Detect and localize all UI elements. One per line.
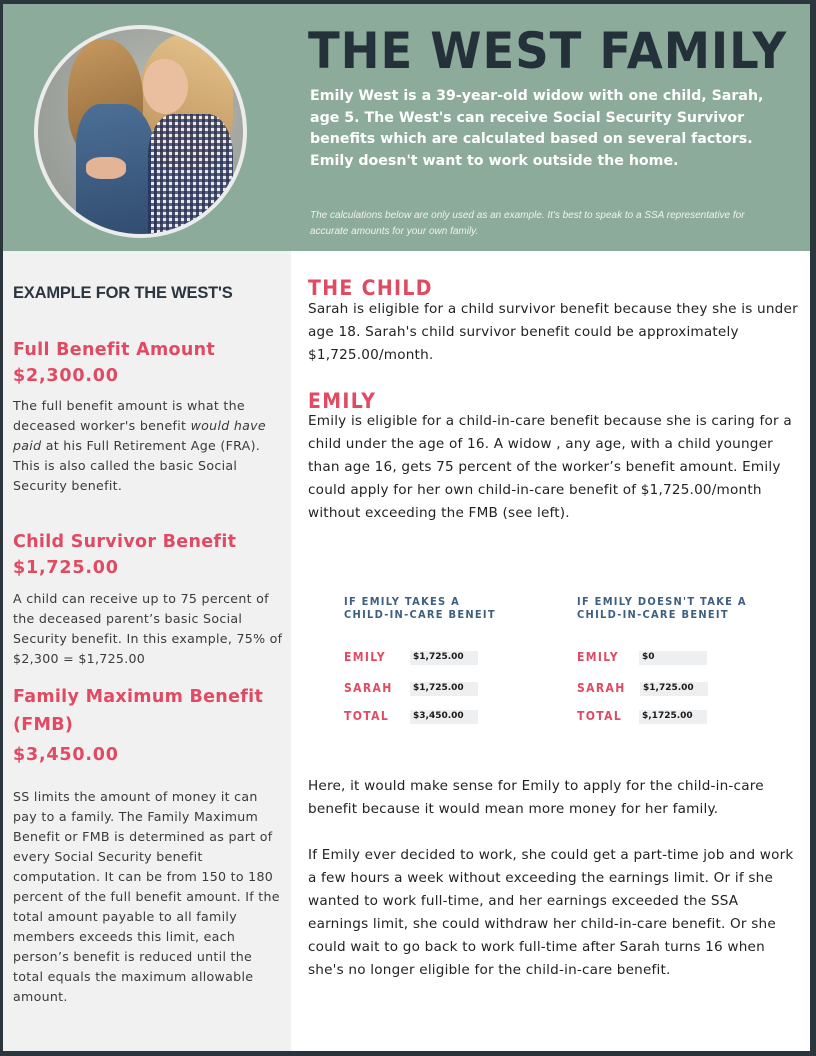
comparison-takes-benefit bbox=[344, 595, 544, 723]
row-label: TOTAL bbox=[344, 709, 390, 723]
child-survivor-amount: $1,725.00 bbox=[13, 558, 119, 578]
comparison-row bbox=[577, 709, 777, 727]
family-photo bbox=[34, 25, 247, 238]
row-value: $,1725.00 bbox=[639, 710, 707, 724]
child-survivor-description: A child can receive up to 75 percent of the deceased parent’s basic Social Security benefit. In this example, 75% of $2,300 = $1,725.00 bbox=[13, 591, 283, 666]
disclaimer-text: The calculations below are only used as an example. It's best to speak to a SSA representative for accurate amounts for your own family. bbox=[310, 210, 745, 237]
comparison-row bbox=[577, 681, 777, 699]
row-value: $0 bbox=[639, 651, 707, 665]
family-max-title: Family Maximum Benefit (FMB) bbox=[13, 687, 264, 735]
row-value: $3,450.00 bbox=[410, 710, 478, 724]
row-label: EMILY bbox=[577, 650, 619, 664]
comparison-title: IF EMILY TAKES A bbox=[344, 595, 461, 608]
row-label: TOTAL bbox=[577, 709, 623, 723]
comparison-title: CHILD-IN-CARE BENEIT bbox=[344, 607, 496, 621]
emphasis-text: would have paid bbox=[13, 418, 266, 453]
child-survivor-title: Child Survivor Benefit bbox=[13, 532, 237, 552]
sidebar-heading: EXAMPLE FOR THE WEST'S bbox=[13, 284, 233, 302]
emily-section-title: EMILY bbox=[308, 389, 377, 413]
family-max-description: SS limits the amount of money it can pay to a family. The Family Maximum Benefit or FMB is determined as part of every Social Security benefit computation. It can be from 150 to 180 percent of the full benefit amount. If the total amount payable to all family members exceeds this limit, each person’s benefit is reduced until the total equals the maximum allowable amount. bbox=[13, 789, 280, 1004]
left-sidebar bbox=[3, 251, 291, 1051]
header-banner bbox=[3, 4, 810, 251]
child-section-body: Sarah is eligible for a child survivor benefit because they she is under age 18. Sarah's child survivor benefit could be approximately $1,725.00/month. bbox=[308, 301, 798, 363]
photo-detail bbox=[143, 59, 188, 114]
page-title: THE WEST FAMILY bbox=[308, 22, 788, 80]
row-label: SARAH bbox=[577, 681, 626, 695]
text-run: at his Full Retirement Age (FRA). This is also called the basic Social Security benefit. bbox=[13, 438, 261, 493]
intro-text: Emily West is a 39-year-old widow with one child, Sarah, age 5. The West's can receive Social Security Survivor benefits which are calculated based on several factors. Emily doesn't want to work outside the home. bbox=[310, 88, 764, 169]
row-value: $1,725.00 bbox=[410, 651, 478, 665]
comparison-title: IF EMILY DOESN'T TAKE A bbox=[577, 595, 747, 608]
comparison-row bbox=[344, 709, 544, 727]
comparison-row bbox=[344, 650, 544, 668]
comparison-row bbox=[577, 650, 777, 668]
photo-detail bbox=[86, 157, 126, 179]
comparison-no-benefit bbox=[577, 595, 777, 723]
row-label: SARAH bbox=[344, 681, 393, 695]
comparison-row bbox=[344, 681, 544, 699]
child-section-title: THE CHILD bbox=[308, 276, 433, 300]
full-benefit-title: Full Benefit Amount bbox=[13, 340, 216, 360]
work-note-text: If Emily ever decided to work, she could get a part-time job and work a few hours a week without exceeding the earnings limit. Or if she wanted to work full-time, and her earnings exceeded the SSA earnings limit, she could withdraw her child-in-care benefit. Or she could wait to go back to work full-time after Sarah turns 16 when she's no longer eligible for the child-in-care benefit. bbox=[308, 847, 794, 978]
full-benefit-amount: $2,300.00 bbox=[13, 366, 119, 386]
row-value: $1,725.00 bbox=[640, 682, 708, 696]
conclusion-text: Here, it would make sense for Emily to apply for the child-in-care benefit because it would mean more money for her family. bbox=[308, 778, 764, 817]
photo-detail bbox=[148, 114, 233, 238]
full-benefit-description bbox=[13, 396, 283, 496]
text-run: The full benefit amount is what the deceased worker's benefit bbox=[13, 398, 245, 433]
document-page bbox=[3, 4, 810, 1051]
family-max-amount: $3,450.00 bbox=[13, 745, 119, 765]
emily-section-body: Emily is eligible for a child-in-care benefit because she is caring for a child under the age of 16. A widow , any age, with a child younger than age 16, gets 75 percent of the worker’s benefit amount. Emily could apply for her own child-in-care benefit of $1,725.00/month without exceeding the FMB (see left). bbox=[308, 413, 792, 521]
row-value: $1,725.00 bbox=[410, 682, 478, 696]
comparison-title: CHILD-IN-CARE BENEIT bbox=[577, 607, 729, 621]
row-label: EMILY bbox=[344, 650, 386, 664]
